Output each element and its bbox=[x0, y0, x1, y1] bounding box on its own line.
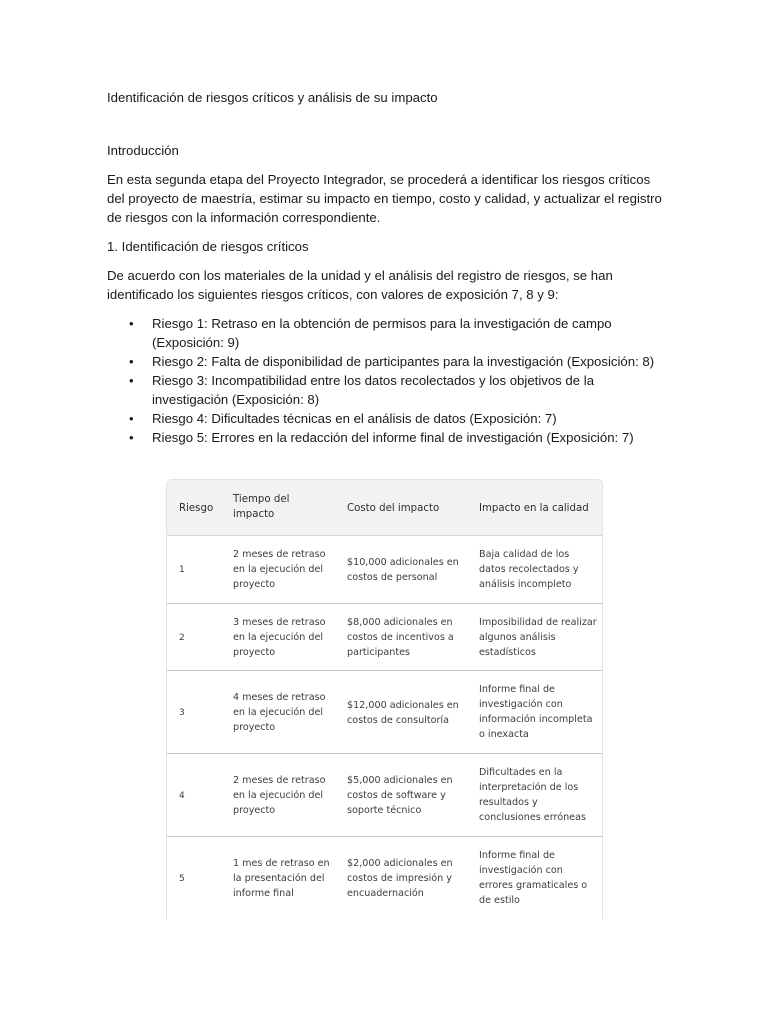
section-paragraph: De acuerdo con los materiales de la unidad y el análisis del registro de riesgos, se han identificado los siguientes riesgos críticos, con valores de exposición 7, 8 y 9: bbox=[107, 268, 613, 302]
list-item bbox=[129, 428, 667, 447]
table-cell: $2,000 adicionales en costos de impresión y encuadernación bbox=[347, 858, 453, 899]
table-cell: 2 meses de retraso en la ejecución del proyecto bbox=[233, 775, 326, 816]
risk-impact-table bbox=[166, 479, 603, 919]
risk-text: Riesgo 1: Retraso en la obtención de permisos para la investigación de campo (Exposición: 9) bbox=[152, 316, 612, 350]
table-cell: Informe final de investigación con información incompleta o inexacta bbox=[479, 684, 593, 740]
table-cell: 5 bbox=[179, 874, 185, 884]
table-cell: 1 mes de retraso en la presentación del informe final bbox=[233, 858, 330, 899]
list-item bbox=[129, 409, 667, 428]
intro-paragraph: En esta segunda etapa del Proyecto Integrador, se procederá a identificar los riesgos críticos del proyecto de maestría, estimar su impacto en tiempo, costo y calidad, y actualizar el registro de riesgos con la información correspondiente. bbox=[107, 172, 662, 225]
table-row bbox=[167, 604, 602, 671]
document-body bbox=[107, 88, 667, 447]
list-item bbox=[129, 371, 667, 409]
header-cell-tiempo: Tiempo del impacto bbox=[233, 494, 290, 520]
table-cell: $12,000 adicionales en costos de consultoría bbox=[347, 700, 459, 726]
table-row bbox=[167, 754, 602, 837]
table-cell: $5,000 adicionales en costos de software y soporte técnico bbox=[347, 775, 453, 816]
risk-text: Riesgo 3: Incompatibilidad entre los datos recolectados y los objetivos de la investigación (Exposición: 8) bbox=[152, 373, 595, 407]
header-cell-calidad: Impacto en la calidad bbox=[479, 503, 589, 514]
table-cell: Informe final de investigación con errores gramaticales o de estilo bbox=[479, 850, 588, 906]
risk-text: Riesgo 5: Errores en la redacción del informe final de investigación (Exposición: 7) bbox=[152, 430, 634, 445]
table-cell: 2 meses de retraso en la ejecución del proyecto bbox=[233, 549, 326, 590]
section-heading: 1. Identificación de riesgos críticos bbox=[107, 239, 309, 254]
bullet-icon: • bbox=[129, 430, 134, 445]
table-cell: 3 meses de retraso en la ejecución del proyecto bbox=[233, 617, 326, 658]
bullet-icon: • bbox=[129, 354, 134, 369]
risk-text: Riesgo 2: Falta de disponibilidad de participantes para la investigación (Exposición: 8) bbox=[152, 354, 655, 369]
table-cell: 1 bbox=[179, 565, 185, 575]
table-cell: 3 bbox=[179, 708, 185, 718]
table-row bbox=[167, 536, 602, 604]
header-cell-costo: Costo del impacto bbox=[347, 503, 440, 514]
list-item bbox=[129, 352, 667, 371]
table-cell: Dificultades en la interpretación de los resultados y conclusiones erróneas bbox=[479, 767, 586, 823]
document-title: Identificación de riesgos críticos y análisis de su impacto bbox=[107, 90, 438, 105]
table-cell: 4 bbox=[179, 791, 185, 801]
table-row bbox=[167, 837, 602, 919]
bullet-icon: • bbox=[129, 411, 134, 426]
table-cell: $10,000 adicionales en costos de personal bbox=[347, 557, 459, 583]
risk-list bbox=[107, 314, 667, 447]
table-cell: 2 bbox=[179, 633, 185, 643]
table-row bbox=[167, 671, 602, 754]
table-header bbox=[167, 480, 602, 536]
table-cell: 4 meses de retraso en la ejecución del proyecto bbox=[233, 692, 326, 733]
risk-text: Riesgo 4: Dificultades técnicas en el análisis de datos (Exposición: 7) bbox=[152, 411, 557, 426]
table-cell: Baja calidad de los datos recolectados y análisis incompleto bbox=[479, 549, 579, 590]
bullet-icon: • bbox=[129, 373, 134, 388]
list-item bbox=[129, 314, 667, 352]
header-cell-riesgo: Riesgo bbox=[179, 503, 214, 514]
table-cell: $8,000 adicionales en costos de incentivos a participantes bbox=[347, 617, 454, 658]
intro-heading: Introducción bbox=[107, 143, 179, 158]
table-cell: Imposibilidad de realizar algunos análisis estadísticos bbox=[479, 617, 597, 658]
bullet-icon: • bbox=[129, 316, 134, 331]
